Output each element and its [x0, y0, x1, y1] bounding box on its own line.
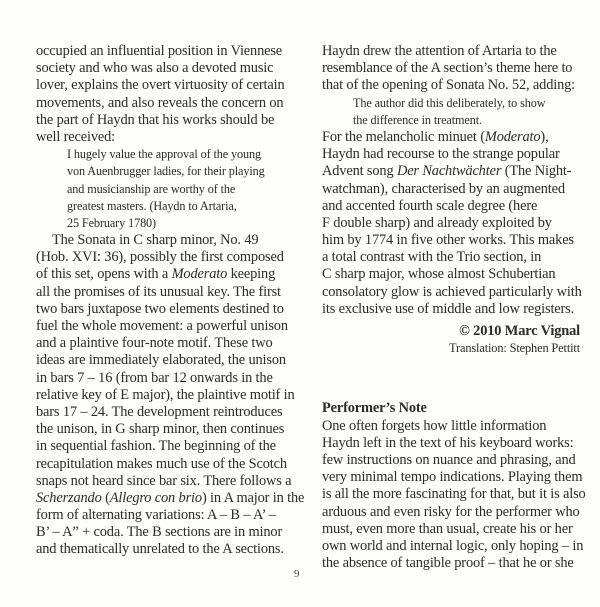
text-span: keeping [227, 266, 276, 283]
text-line: The Sonata in C sharp minor, No. 49 [52, 232, 259, 249]
quote-line: von Auenbrugger ladies, for their playing [67, 164, 265, 179]
text-line: him by 1774 in five other works. This makes [322, 232, 574, 249]
text-line: and accented fourth scale degree (here [322, 197, 538, 214]
text-span: For the melancholic minuet ( [322, 128, 485, 145]
text-line: well received: [36, 128, 116, 145]
italic-song-title: Der Nachtwächter [396, 163, 502, 180]
text-line: Haydn drew the attention of Artaria to the [322, 43, 557, 59]
text-line: its exclusive use of middle and low registers. [322, 300, 575, 317]
text-line: consolatory glow is achieved particularly with [322, 283, 582, 300]
quote-line: I hugely value the approval of the young [67, 147, 261, 162]
text-line: and a plaintive four-note motif. These two [36, 335, 273, 352]
text-line: that of the opening of Sonata No. 52, adding: [322, 77, 576, 94]
italic-tempo-marking: Scherzando [36, 489, 102, 506]
text-line: arduous and even risky for the performer who [322, 503, 580, 520]
performers-note-paragraph [322, 417, 586, 573]
quote-line: greatest masters. (Haydn to Artaria, [67, 198, 237, 213]
text-line: lover, explains the overt virtuosity of certain [36, 77, 285, 94]
text-line: snaps not heard since bar six. There follows a [36, 472, 292, 489]
text-line: F double sharp) and already exploited by [322, 214, 552, 231]
text-line: the absence of tangible proof – that he or she [322, 555, 574, 572]
italic-tempo-marking: Moderato [171, 266, 228, 283]
page-number: 9 [294, 568, 300, 580]
text-line: very minimal tempo indications. Playing them [322, 469, 583, 486]
text-span: ), [540, 128, 549, 145]
text-line: occupied an influential position in Viennese [36, 43, 283, 59]
text-line: resemblance of the A section’s theme here to [322, 60, 573, 77]
translation-credit: Translation: Stephen Pettitt [449, 341, 580, 356]
text-line: a total contrast with the Trio section, in [322, 249, 542, 266]
sonata-paragraph [36, 232, 305, 559]
text-line: the unison, in G sharp minor, then continues [36, 421, 285, 438]
right-column [322, 43, 586, 572]
text-line [36, 489, 305, 507]
text-span: (The Night- [501, 163, 572, 180]
text-line: watchman), characterised by an augmented [322, 180, 565, 197]
text-line: One often forgets how little information [322, 417, 547, 434]
text-line: all the promises of its unusual key. The first [36, 283, 281, 300]
text-line: in bars 7 – 16 (from bar 12 onwards in the [36, 369, 273, 386]
text-line: society and who was also a devoted music [36, 60, 274, 77]
text-line: C sharp major, whose almost Schubertian [322, 266, 556, 283]
text-line: in sequential fashion. The beginning of the [36, 438, 276, 455]
text-line [322, 163, 580, 180]
text-line: few instructions on nuance and phrasing, and [322, 451, 576, 468]
text-line: own world and internal logic, only hoping – in [322, 537, 584, 554]
text-line: recapitulation makes much use of the Scotch [36, 455, 287, 472]
quote-line: the difference in treatment. [353, 112, 482, 127]
italic-tempo-marking: Allegro con brio [109, 489, 202, 506]
quote-line: 25 February 1780) [67, 215, 157, 230]
text-span: ( [101, 489, 110, 506]
copyright-signature: © 2010 Marc Vignal [459, 323, 580, 339]
intro-paragraph [36, 43, 292, 146]
text-line: ideas are immediately elaborated, the unison [36, 352, 286, 369]
quote-line: and musicianship are worthy of the [67, 181, 236, 196]
text-line: movements, and also reveals the concern on [36, 94, 284, 111]
text-line: and thematically unrelated to the A sections. [36, 541, 284, 558]
text-line: relative key of E major), the plaintive motif in [36, 386, 295, 403]
section-heading: Performer’s Note [322, 400, 427, 417]
text-line: must, even more than usual, create his or her [322, 520, 573, 537]
text-line: B’ – A” + coda. The B sections are in minor [36, 524, 283, 541]
text-line: Haydn had recourse to the strange popular [322, 146, 560, 163]
text-line: fuel the whole movement: a powerful unison [36, 318, 288, 334]
block-quote [36, 146, 292, 232]
text-line [322, 129, 580, 146]
text-line: (Hob. XVI: 36), possibly the first composed [36, 249, 284, 266]
minuet-paragraph [322, 129, 580, 318]
text-line: is all the more fascinating for that, but it is also [322, 486, 586, 503]
left-column [36, 43, 305, 559]
text-line [36, 266, 292, 283]
quote-line: The author did this deliberately, to show [353, 95, 546, 110]
intro-paragraph [322, 43, 580, 95]
text-line: the part of Haydn that his works should be [36, 111, 275, 128]
text-line: Haydn left in the text of his keyboard works: [322, 434, 574, 451]
text-line: two bars juxtapose two elements destined to [36, 300, 284, 317]
block-quote [322, 95, 580, 129]
text-span: of this set, opens with a [36, 266, 172, 283]
italic-tempo-marking: Moderato [484, 128, 541, 145]
text-line: form of alternating variations: A – B – A’ – [36, 507, 276, 524]
text-span: ) in A major in the [201, 489, 305, 506]
text-line: bars 17 – 24. The development reintroduces [36, 403, 283, 420]
text-span: Advent song [322, 163, 397, 180]
